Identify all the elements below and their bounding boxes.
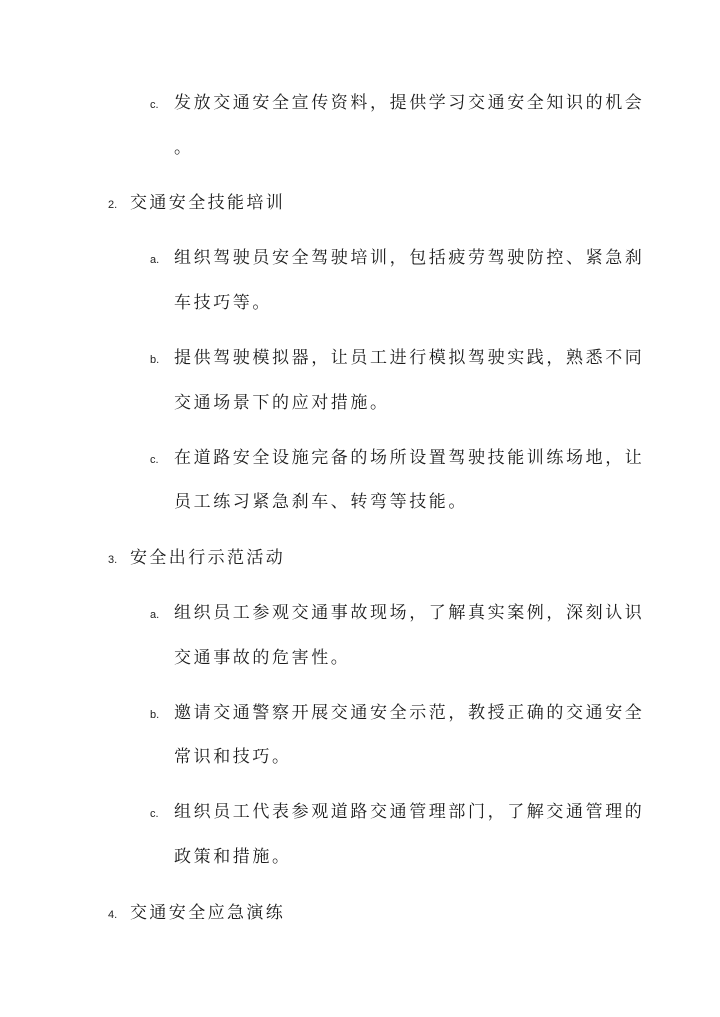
list-item-text: 政策和措施。 bbox=[174, 847, 292, 867]
list-item-continuation bbox=[174, 842, 292, 867]
list-marker: b. bbox=[150, 709, 160, 721]
list-marker: c. bbox=[150, 808, 159, 820]
section-number: 3. bbox=[108, 554, 118, 566]
list-item-continuation bbox=[174, 487, 468, 512]
section-title: 交通安全技能培训 bbox=[130, 193, 286, 213]
list-marker: a. bbox=[150, 254, 160, 266]
list-item-continuation bbox=[174, 288, 272, 313]
list-marker: a. bbox=[150, 609, 160, 621]
list-item-text: 交通事故的危害性。 bbox=[174, 648, 351, 668]
list-item-c bbox=[150, 797, 644, 822]
list-item-b bbox=[150, 698, 644, 723]
section-title: 安全出行示范活动 bbox=[130, 548, 286, 568]
list-item-a bbox=[150, 598, 644, 623]
list-marker: b. bbox=[150, 354, 160, 366]
list-item-text: 车技巧等。 bbox=[174, 293, 272, 313]
list-item-a bbox=[150, 243, 644, 268]
list-item-text: 常识和技巧。 bbox=[174, 747, 292, 767]
section-number: 2. bbox=[108, 199, 118, 211]
list-item-text: 员工练习紧急刹车、转弯等技能。 bbox=[174, 492, 468, 512]
list-marker: c. bbox=[150, 454, 159, 466]
section-title: 交通安全应急演练 bbox=[130, 903, 286, 923]
list-item-continuation bbox=[174, 643, 350, 668]
list-item-c bbox=[150, 88, 644, 113]
section-heading bbox=[108, 898, 285, 923]
list-marker: c. bbox=[150, 99, 159, 111]
list-item-continuation bbox=[174, 742, 292, 767]
list-item-text: 邀请交通警察开展交通安全示范，教授正确的交通安全 bbox=[174, 703, 645, 723]
list-item-text: 组织员工参观交通事故现场，了解真实案例，深刻认识 bbox=[174, 603, 645, 623]
list-item-text: 提供驾驶模拟器，让员工进行模拟驾驶实践，熟悉不同 bbox=[174, 348, 645, 368]
list-item-continuation bbox=[174, 133, 194, 158]
list-item-text: 交通场景下的应对措施。 bbox=[174, 393, 390, 413]
list-item-text: 。 bbox=[174, 138, 194, 158]
section-heading bbox=[108, 188, 285, 213]
section-number: 4. bbox=[108, 909, 118, 921]
list-item-c bbox=[150, 443, 644, 468]
list-item-b bbox=[150, 343, 644, 368]
list-item-continuation bbox=[174, 388, 390, 413]
list-item-text: 发放交通安全宣传资料，提供学习交通安全知识的机会 bbox=[174, 93, 645, 113]
list-item-text: 组织员工代表参观道路交通管理部门，了解交通管理的 bbox=[174, 802, 645, 822]
section-heading bbox=[108, 543, 285, 568]
list-item-text: 组织驾驶员安全驾驶培训，包括疲劳驾驶防控、紧急刹 bbox=[174, 248, 645, 268]
list-item-text: 在道路安全设施完备的场所设置驾驶技能训练场地，让 bbox=[174, 448, 645, 468]
